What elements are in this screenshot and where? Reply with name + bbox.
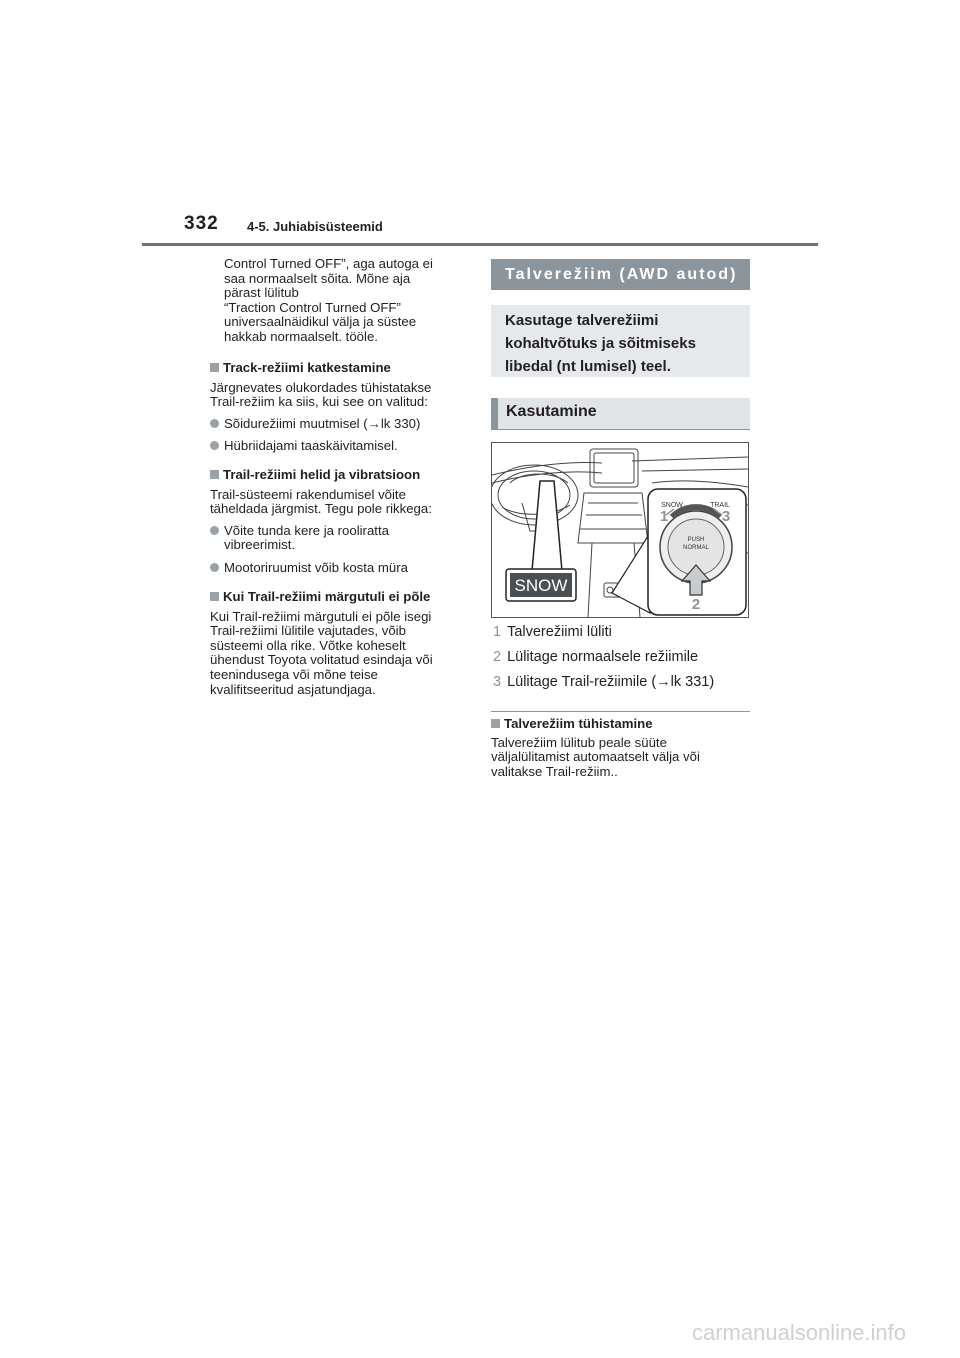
center-screen-icon [590,449,638,487]
sounds-section [210,468,470,576]
subheading: Kasutamine [491,398,750,429]
text-line: Trail-režiim ka siis, kui see on valitud: [210,394,428,410]
text-line: teenindusega või mõne teise [210,666,378,682]
section-banner: Talverežiim (AWD autod) [491,259,750,290]
text-line: ühendust Toyota volitatud esindaja või [210,652,433,668]
cancel-heading: Talverežiim tühistamine [491,717,751,732]
list-item: Mootoriruumist võib kosta müra [210,561,470,576]
text-line: saa normaalselt sõita. Mõne aja [224,270,411,286]
text-line: Talverežiim lülitub peale süüte [491,734,667,750]
square-bullet-icon [210,363,219,372]
snow-badge-label: SNOW [514,576,568,595]
legend-item: 2 Lülitage normaalsele režiimile [493,649,699,665]
square-bullet-icon [210,592,219,601]
square-bullet-icon [210,470,219,479]
text-line: süsteemi olla rike. Võtke koheselt [210,637,406,653]
square-bullet-icon [491,719,500,728]
text-line: “Traction Control Turned OFF” [224,299,401,315]
text-line: Järgnevates olukordades tühistatakse [210,379,432,395]
dial-push-label: PUSH [687,537,705,543]
text-line: pärast lülitub [224,285,299,301]
bullet-dot-icon [210,419,219,428]
text-line: kohaltvõtuks ja sõitmiseks [505,335,696,352]
dial-normal-label: NORMAL [683,545,709,551]
light-section [210,590,470,697]
snow-switch-illustration [491,442,749,618]
page-number: 332 [184,213,219,234]
intro-box [491,305,750,377]
text-line: Trail-süsteemi rakendumisel võite [210,486,406,502]
callout-number-3: 3 [721,508,731,525]
text-line: valitakse Trail-režiim.. [491,763,618,779]
light-heading: Kui Trail-režiimi märgutuli ei põle [210,590,470,605]
bullet-dot-icon [210,441,219,450]
text-line: Kasutage talverežiimi [505,312,659,329]
text-line: Control Turned OFF”, aga autoga ei [224,256,433,271]
cancel-section [491,717,751,779]
list-item: Hübriidajami taaskäivitamisel. [210,439,470,454]
text-line: väljalülitamist automaatselt välja või [491,749,700,765]
text-line: Trail-režiimi lülitile vajutades, võib [210,623,406,639]
text-line: täheldada järgmist. Tegu pole rikkega: [210,501,432,517]
text-line: universaalnäidikul välja ja süstee [224,314,417,330]
dial-snow-label: SNOW [661,502,683,509]
continuation-text [224,257,464,345]
track-section [210,361,470,454]
text-line: Kui Trail-režiimi märgutuli ei põle isegi [210,608,432,624]
legend-item: 3 Lülitage Trail-režiimile (→lk 331) [493,674,715,690]
callout-number-2: 2 [691,596,701,613]
list-item: Võite tunda kere ja rooliratta vibreerimist. [210,524,470,553]
subheading-rule [491,429,750,430]
section-title: 4-5. Juhiabisüsteemid [247,219,383,234]
watermark-text: carmanualsonline.info [692,1320,907,1345]
section-rule [491,711,750,712]
callout-wedge [532,481,562,571]
text-line: kvalifitseeritud asjatundjaga. [210,681,376,697]
header-rule [142,243,818,246]
sounds-heading: Trail-režiimi helid ja vibratsioon [210,468,470,483]
bullet-dot-icon [210,526,219,535]
callout-number-1: 1 [659,508,669,525]
legend-item: 1 Talverežiimi lüliti [493,624,612,640]
legend-list [493,620,763,695]
text-line: hakkab normaalselt. tööle. [224,328,378,344]
track-heading: Track-režiimi katkestamine [210,361,470,376]
list-item: Sõidurežiimi muutmisel (→lk 330) [210,417,470,432]
dashboard-drawing [492,443,748,617]
dial-trail-label: TRAIL [710,502,730,509]
text-line: libedal (nt lumisel) teel. [505,358,671,375]
bullet-dot-icon [210,563,219,572]
